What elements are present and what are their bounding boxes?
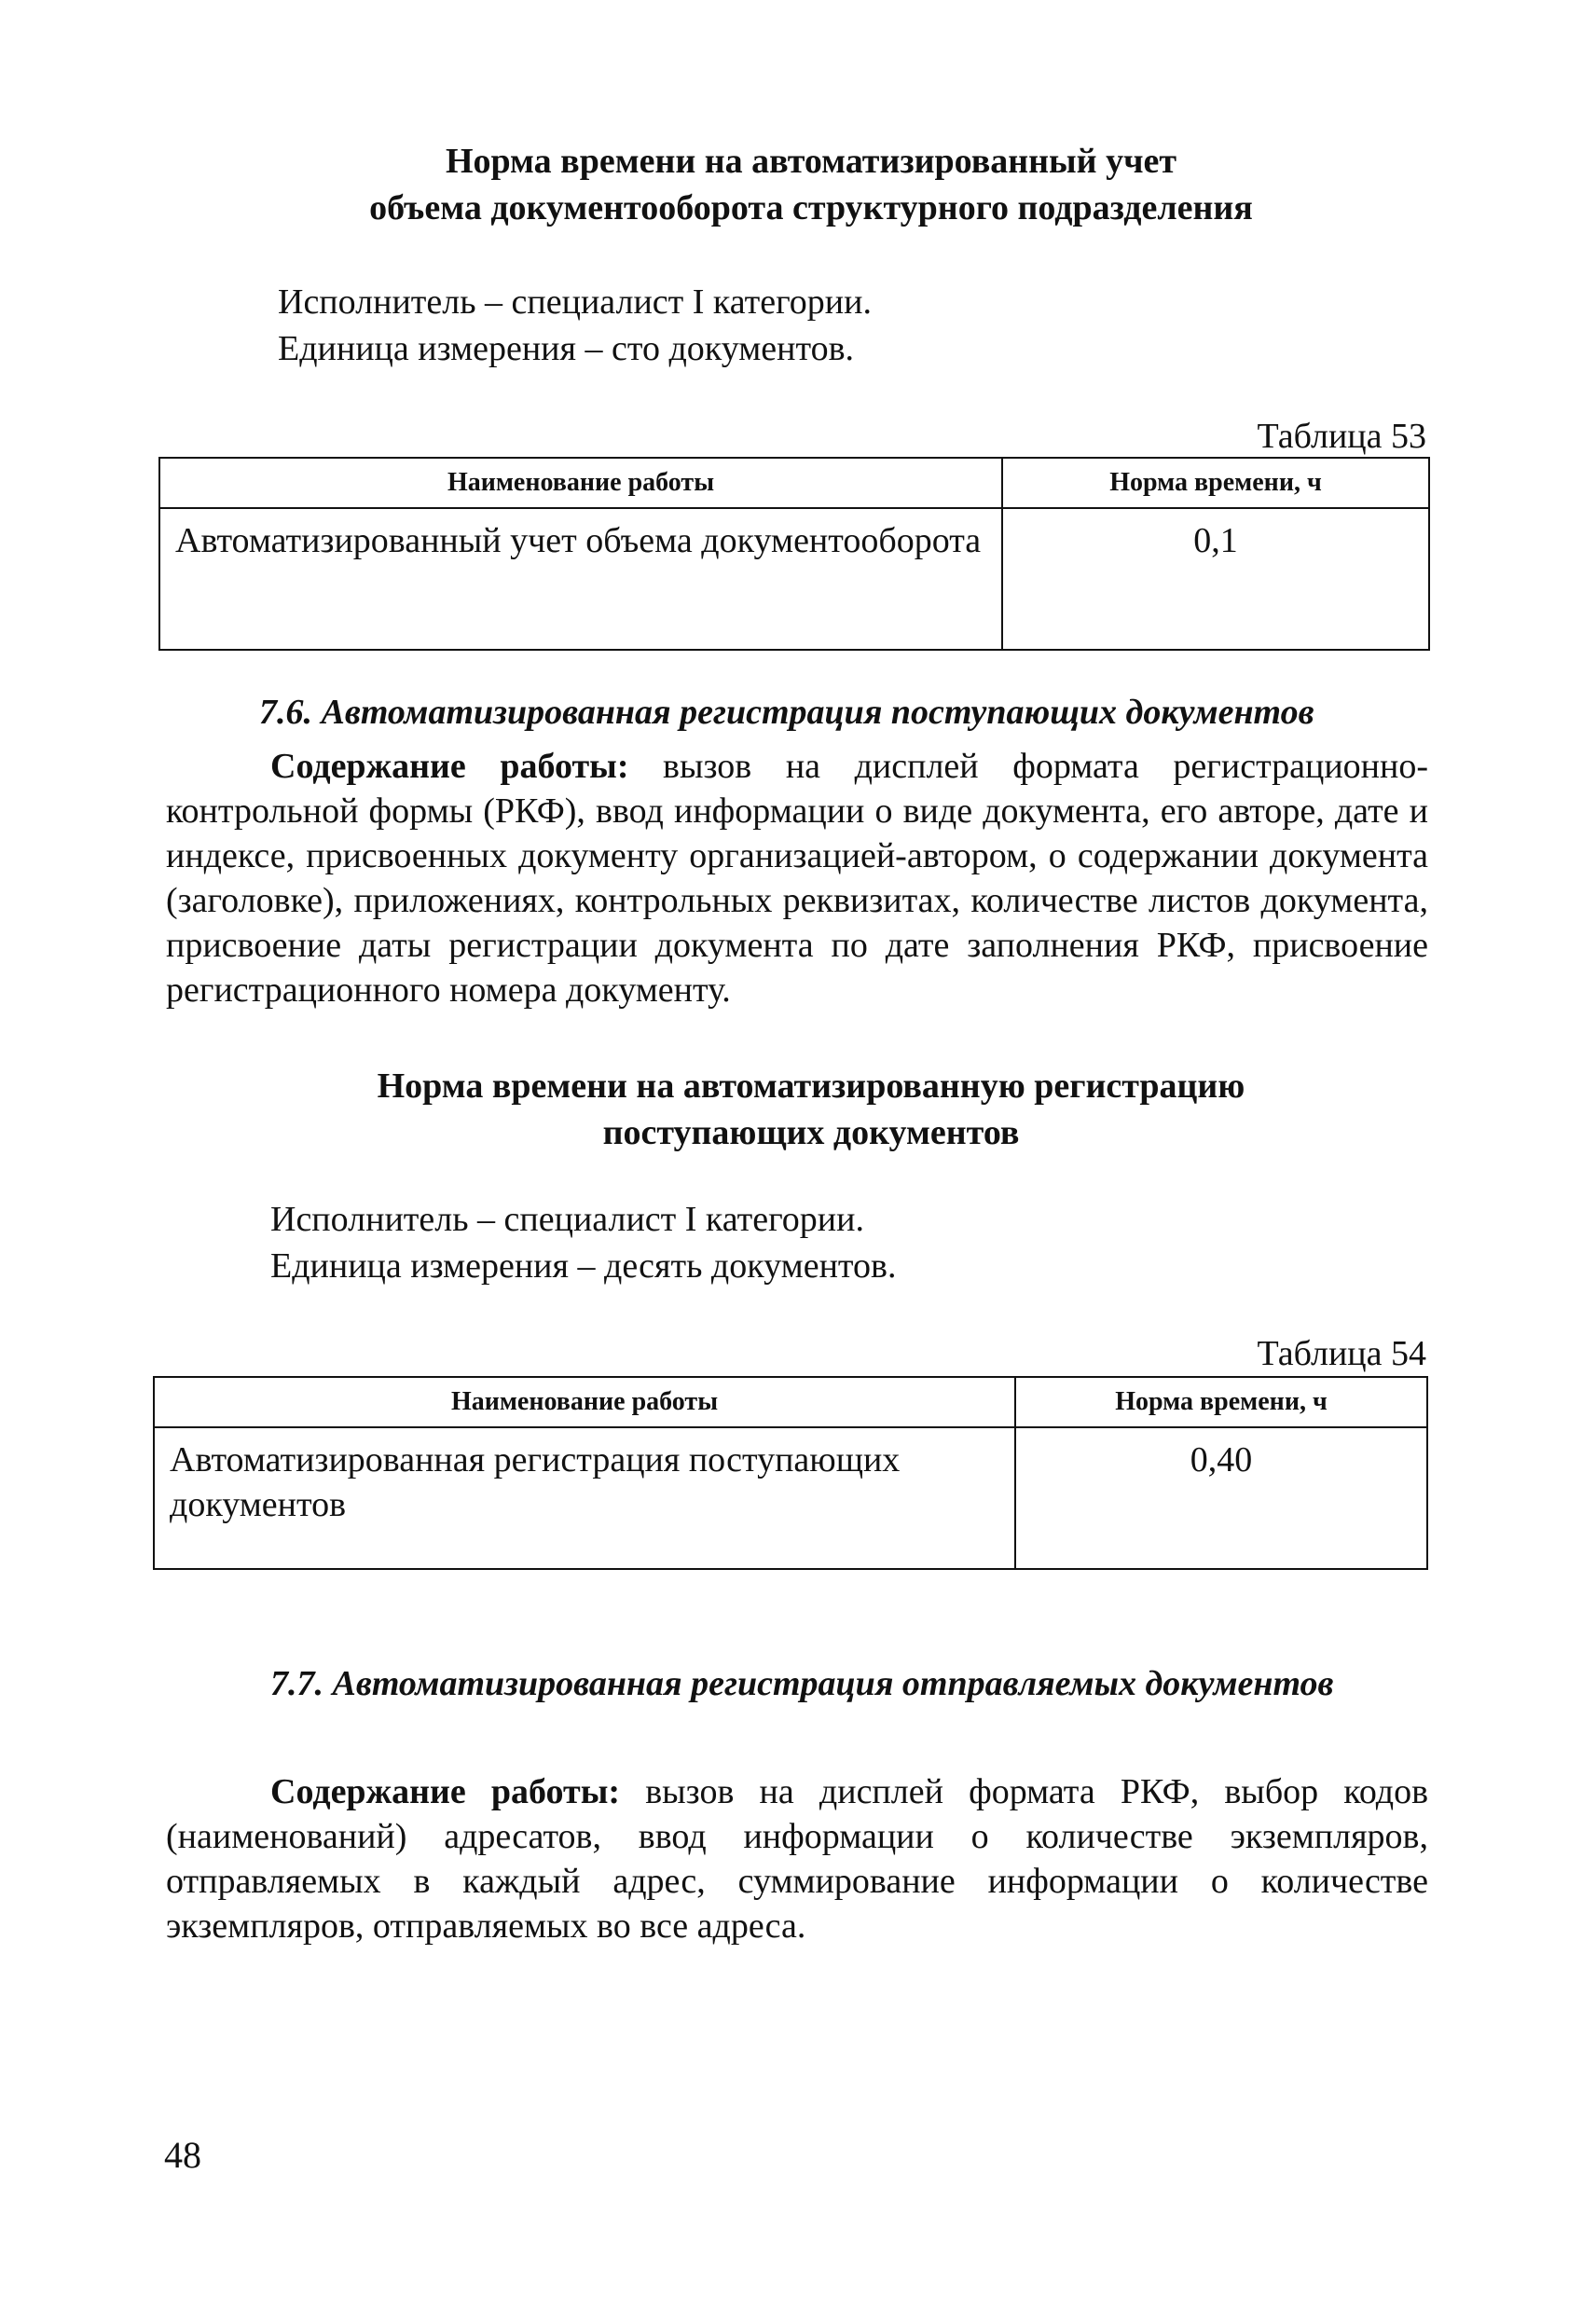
section-7-6-title: 7.6. Автоматизированная регистрация поступающих документов: [259, 693, 1314, 732]
heading-norm-accounting-line2: объема документооборота структурного подразделения: [369, 188, 1253, 227]
section-7-6-content-label: Содержание работы:: [270, 747, 629, 786]
table-53-header-name: Наименование работы: [159, 458, 1002, 508]
table-54-header-row: [154, 1377, 1427, 1427]
section-7-7-content-text: вызов на дисплей формата РКФ, выбор кодов (наименований) адресатов, ввод информации о количестве экземпляров, отправляемых в каждый адрес, суммирование информации о количестве экземпляров, отправляемых во все адреса.: [166, 1772, 1429, 1946]
heading-norm-registration-line1: Норма времени на автоматизированную регистрацию: [377, 1067, 1245, 1106]
table-53-row-name: Автоматизированный учет объема документооборота: [159, 508, 1002, 650]
table-54-row-value: 0,40: [1015, 1427, 1427, 1569]
unit-line-1: Единица измерения – сто документов.: [278, 329, 855, 368]
unit-line-2: Единица измерения – десять документов.: [270, 1246, 897, 1286]
table-row: [159, 508, 1429, 650]
section-7-7-content-label: Содержание работы:: [270, 1772, 621, 1811]
table-54-row-name: Автоматизированная регистрация поступающих документов: [154, 1427, 1015, 1569]
heading-norm-accounting-line1: Норма времени на автоматизированный учет: [445, 142, 1177, 181]
section-7-6-content: [166, 744, 1428, 1012]
section-7-7-content: [166, 1769, 1428, 1948]
table-54-caption: Таблица 54: [1257, 1334, 1426, 1373]
section-7-7-title: 7.7. Автоматизированная регистрация отправляемых документов: [270, 1664, 1334, 1703]
table-53: [158, 457, 1430, 651]
section-7-6-content-text: вызов на дисплей формата регистрационно-контрольной формы (РКФ), ввод информации о виде документа, его авторе, дате и индексе, присвоенных документу организацией-автором, о содержании документа (заголовке), приложениях, контрольных реквизитах, количестве листов документа, присвоение даты регистрации документа по дате заполнения РКФ, присвоение регистрационного номера документу.: [166, 747, 1429, 1010]
table-54: [153, 1376, 1428, 1570]
table-53-header-norm: Норма времени, ч: [1002, 458, 1429, 508]
table-row: [154, 1427, 1427, 1569]
executor-line-1: Исполнитель – специалист I категории.: [278, 282, 872, 322]
table-54-header-name: Наименование работы: [154, 1377, 1015, 1427]
table-54-header-norm: Норма времени, ч: [1015, 1377, 1427, 1427]
heading-norm-registration-line2: поступающих документов: [602, 1113, 1020, 1152]
table-53-caption: Таблица 53: [1257, 417, 1426, 456]
table-53-header-row: [159, 458, 1429, 508]
executor-line-2: Исполнитель – специалист I категории.: [270, 1200, 864, 1239]
page-number: 48: [164, 2134, 201, 2176]
table-53-row-value: 0,1: [1002, 508, 1429, 650]
